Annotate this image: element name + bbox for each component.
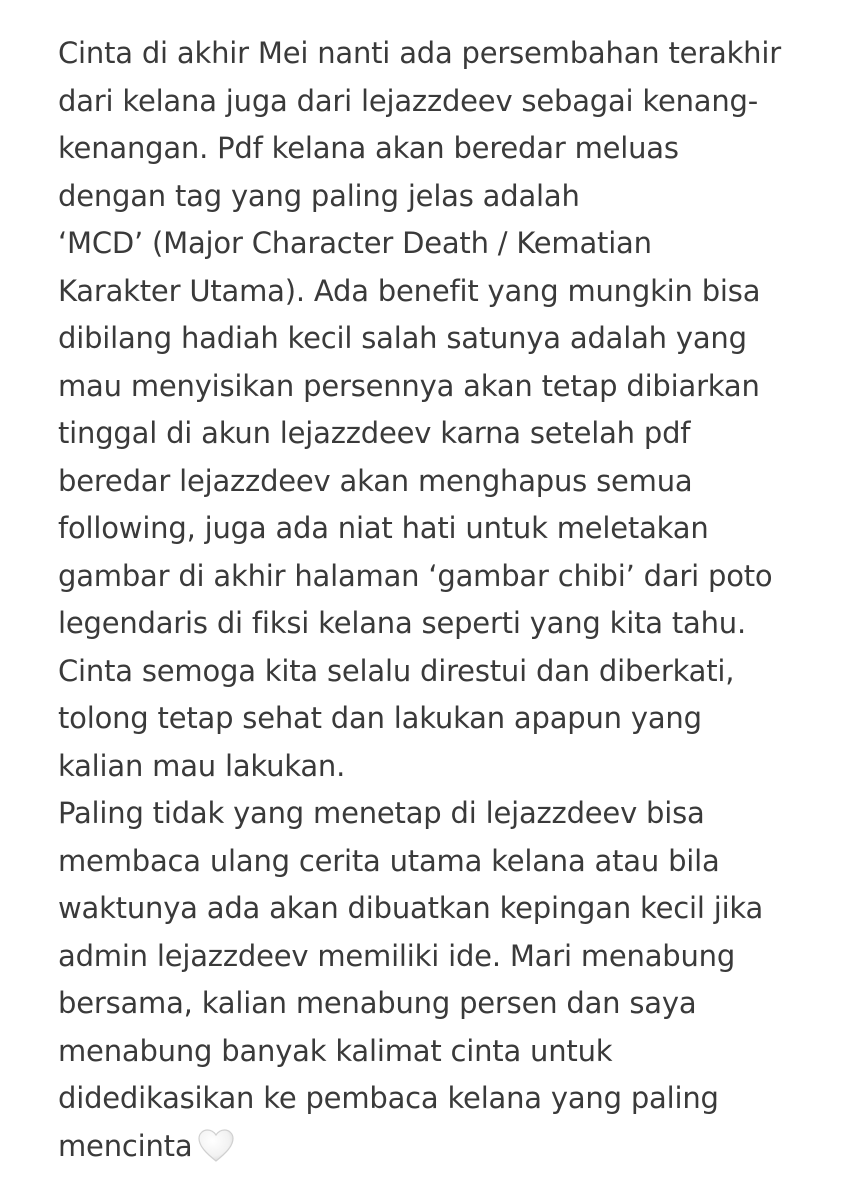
white-heart-icon — [198, 1129, 234, 1163]
note-line: admin lejazzdeev memiliki ide. Mari menabung — [58, 938, 736, 973]
note-line: dengan tag yang paling jelas adalah — [58, 178, 580, 213]
note-line: legendaris di fiksi kelana seperti yang kita tahu. — [58, 606, 746, 640]
note-line: ‘MCD’ (Major Character Death / Kematian — [58, 226, 652, 260]
note-line: mau menyisikan persennya akan tetap dibiarkan — [58, 368, 760, 403]
note-line: menabung banyak kalimat cinta untuk — [58, 1033, 613, 1068]
note-line: mencinta — [58, 1128, 193, 1163]
note-line: membaca ulang cerita utama kelana atau bila — [58, 843, 720, 878]
note-line: gambar di akhir halaman ‘gambar chibi’ dari poto — [58, 558, 773, 593]
note-line: Karakter Utama). Ada benefit yang mungkin bisa — [58, 273, 761, 308]
note-line: Paling tidak yang menetap di lejazzdeev bisa — [58, 796, 705, 830]
note-line: following, juga ada niat hati untuk meletakan — [58, 511, 709, 545]
note-last-line — [58, 1123, 838, 1171]
note-line: beredar lejazzdeev akan menghapus semua — [58, 463, 693, 498]
note-line: dari kelana juga dari lejazzdeev sebagai kenang- — [58, 83, 759, 118]
note-line: kalian mau lakukan. — [58, 748, 346, 783]
note-line: tolong tetap sehat dan lakukan apapun yang — [58, 701, 702, 735]
note-line: dibilang hadiah kecil salah satunya adalah yang — [58, 321, 747, 355]
note-line: kenangan. Pdf kelana akan beredar meluas — [58, 131, 679, 165]
note-line: Cinta di akhir Mei nanti ada persembahan terakhir — [58, 36, 781, 70]
note-line: didedikasikan ke pembaca kelana yang paling — [58, 1081, 719, 1115]
note-body — [58, 30, 838, 1170]
note-line: Cinta semoga kita selalu direstui dan diberkati, — [58, 653, 735, 688]
note-line: bersama, kalian menabung persen dan saya — [58, 986, 697, 1020]
note-line: tinggal di akun lejazzdeev karna setelah pdf — [58, 416, 691, 450]
note-line: waktunya ada akan dibuatkan kepingan kecil jika — [58, 891, 764, 925]
